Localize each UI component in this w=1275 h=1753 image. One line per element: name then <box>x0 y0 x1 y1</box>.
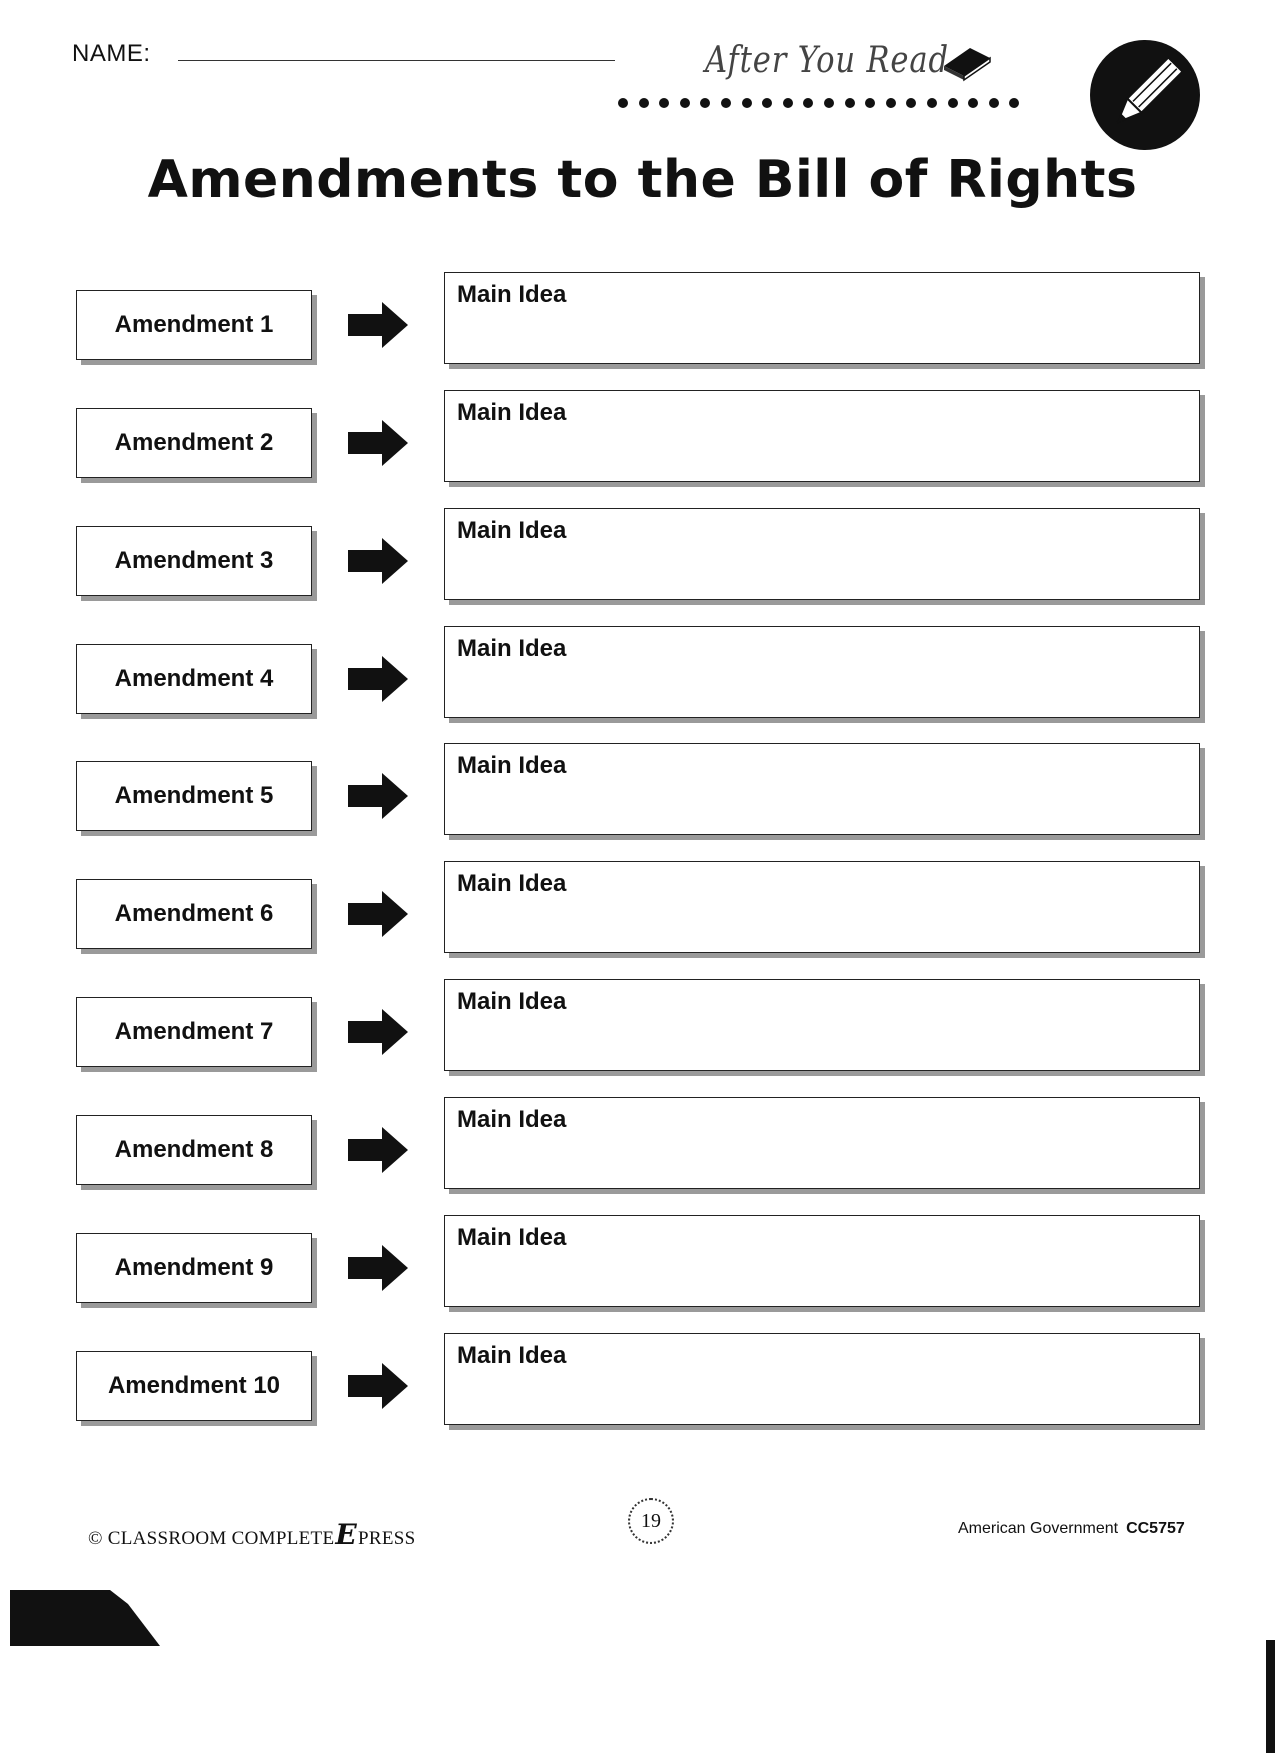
main-idea-label: Main Idea <box>457 399 567 426</box>
amendment-label-box: Amendment 8 <box>76 1115 312 1185</box>
main-idea-label: Main Idea <box>457 752 567 779</box>
main-idea-box[interactable] <box>444 979 1200 1071</box>
main-idea-label: Main Idea <box>457 635 567 662</box>
scan-edge <box>1266 1640 1275 1753</box>
arrow-right-icon <box>348 1245 408 1291</box>
book-title: American Government <box>958 1520 1119 1537</box>
main-idea-label: Main Idea <box>457 988 567 1015</box>
amendment-row-4 <box>0 626 1275 726</box>
book-icon <box>940 44 992 82</box>
amendment-row-9 <box>0 1215 1275 1315</box>
dotted-rule <box>618 98 1019 108</box>
amendment-row-5 <box>0 743 1275 843</box>
amendment-label-box: Amendment 3 <box>76 526 312 596</box>
main-idea-box[interactable] <box>444 272 1200 364</box>
publisher-prefix: © CLASSROOM COMPLETE <box>88 1528 335 1549</box>
main-idea-label: Main Idea <box>457 281 567 308</box>
amendment-row-10 <box>0 1333 1275 1433</box>
amendment-row-1 <box>0 272 1275 372</box>
arrow-right-icon <box>348 773 408 819</box>
amendment-row-7 <box>0 979 1275 1079</box>
amendment-label-box: Amendment 4 <box>76 644 312 714</box>
amendment-label-box: Amendment 2 <box>76 408 312 478</box>
arrow-right-icon <box>348 891 408 937</box>
amendment-row-6 <box>0 861 1275 961</box>
arrow-right-icon <box>348 420 408 466</box>
amendment-row-3 <box>0 508 1275 608</box>
main-idea-box[interactable] <box>444 1097 1200 1189</box>
name-label: NAME: <box>72 40 151 67</box>
amendment-row-2 <box>0 390 1275 490</box>
amendment-row-8 <box>0 1097 1275 1197</box>
main-idea-box[interactable] <box>444 508 1200 600</box>
arrow-right-icon <box>348 656 408 702</box>
arrow-right-icon <box>348 302 408 348</box>
main-idea-box[interactable] <box>444 743 1200 835</box>
main-idea-label: Main Idea <box>457 1224 567 1251</box>
book-code: CC5757 <box>1126 1520 1185 1537</box>
arrow-right-icon <box>348 538 408 584</box>
main-idea-box[interactable] <box>444 1333 1200 1425</box>
main-idea-label: Main Idea <box>457 517 567 544</box>
main-idea-box[interactable] <box>444 861 1200 953</box>
book-reference <box>958 1520 1185 1538</box>
main-idea-label: Main Idea <box>457 1342 567 1369</box>
amendment-label-box: Amendment 9 <box>76 1233 312 1303</box>
main-idea-box[interactable] <box>444 390 1200 482</box>
amendment-label-box: Amendment 7 <box>76 997 312 1067</box>
page-title: Amendments to the Bill of Rights <box>147 150 1138 210</box>
arrow-right-icon <box>348 1009 408 1055</box>
amendment-label-box: Amendment 6 <box>76 879 312 949</box>
after-you-read-label: After You Read <box>705 40 949 81</box>
publisher-credit <box>88 1518 416 1551</box>
arrow-right-icon <box>348 1127 408 1173</box>
pencil-icon <box>1088 38 1202 152</box>
publisher-logo-letter: E <box>335 1518 358 1551</box>
arrow-right-icon <box>348 1363 408 1409</box>
publisher-suffix: PRESS <box>358 1528 416 1549</box>
name-line[interactable] <box>178 60 615 61</box>
amendment-label-box: Amendment 1 <box>76 290 312 360</box>
main-idea-label: Main Idea <box>457 870 567 897</box>
main-idea-label: Main Idea <box>457 1106 567 1133</box>
page-number: 19 <box>628 1498 674 1544</box>
main-idea-box[interactable] <box>444 626 1200 718</box>
amendment-label-box: Amendment 5 <box>76 761 312 831</box>
amendment-label-box: Amendment 10 <box>76 1351 312 1421</box>
main-idea-box[interactable] <box>444 1215 1200 1307</box>
scan-artifact <box>10 1590 160 1646</box>
